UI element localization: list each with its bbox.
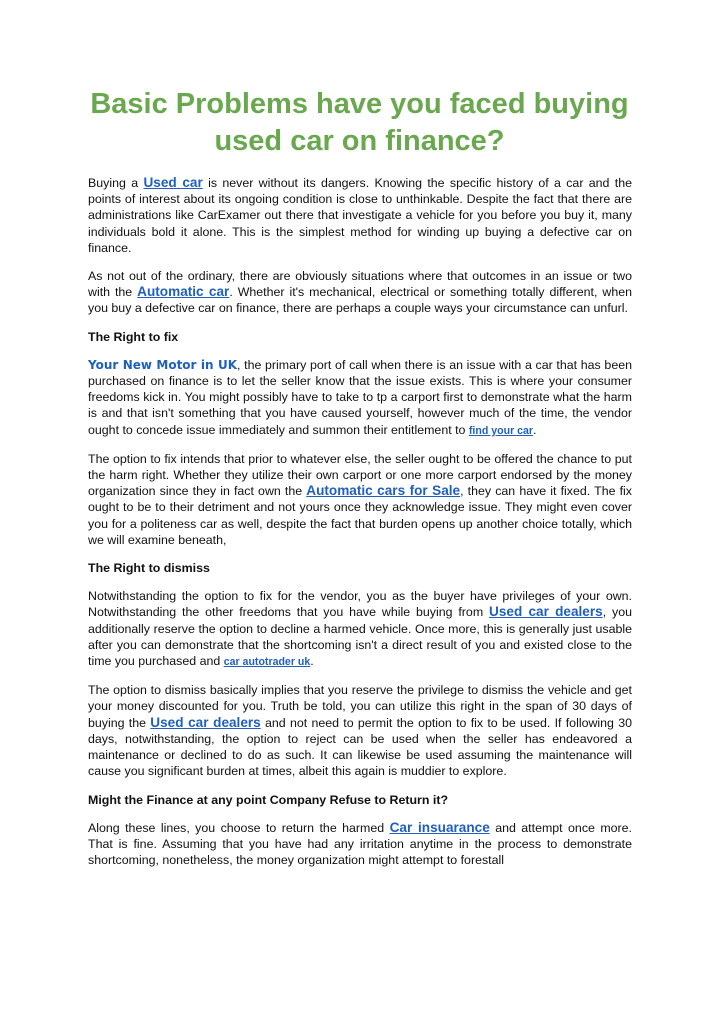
automatic-cars-for-sale-link[interactable]: Automatic cars for Sale <box>306 483 461 499</box>
paragraph-2 <box>88 268 632 317</box>
car-autotrader-uk-link[interactable]: car autotrader uk <box>223 656 311 669</box>
text-run: Buying a <box>88 176 144 190</box>
text-run: , you additionally reserve the option to decline a harmed vehicle. Once more, this is generally just usable after you can demonstrate that the shortcoming isn't a direct result of you and existed close to the time you purchased and <box>88 605 632 669</box>
text-run: . <box>310 654 314 669</box>
heading-right-to-fix: The Right to fix <box>88 329 179 344</box>
text-run: is never without its dangers. Knowing the specific history of a car and the points of interest about its ongoing condition is close to unthinkable. Despite the fact that there are administrations like CarExamer out there that investigate a vehicle for you before you buy it, many individuals bold it alone. This is the simplest method for winding up buying a defective car on finance. <box>88 176 632 255</box>
text-run: Along these lines, you choose to return the harmed <box>88 820 390 835</box>
paragraph-3 <box>88 357 632 439</box>
text-run: Notwithstanding the option to fix for the vendor, you as the buyer have privileges of your own. Notwithstanding the other freedoms that you have while buying from <box>88 589 632 620</box>
text-run: . <box>533 422 537 437</box>
used-car-dealers-link[interactable]: Used car dealers <box>489 604 603 620</box>
text-run: , the primary port of call when there is an issue with a car that has been purchased on finance is to let the seller know that the issue exists. This is where your consumer freedoms kick in. You might possibly have to take to tp a carport first to demonstrate what the harm is and that isn't something that you have caused yourself, however much of the time, the vendor ought to concede issue immediately and summon their entitlement to <box>88 357 632 437</box>
paragraph-5 <box>88 588 632 670</box>
text-run: The option to fix intends that prior to whatever else, the seller ought to be offered the chance to put the harm right. Whether they utilize their own carport or one more carport endorsed by the money organization since they in fact own the <box>88 451 632 499</box>
car-insuarance-link[interactable]: Car insuarance <box>389 819 490 835</box>
text-run: . Whether it's mechanical, electrical or something totally different, when you buy a defective car on finance, there are perhaps a couple ways your circumstance can unfurl. <box>88 285 632 316</box>
paragraph-7 <box>88 820 632 869</box>
paragraph-6 <box>88 682 632 779</box>
automatic-car-link[interactable]: Automatic car <box>137 284 230 300</box>
paragraph-4 <box>88 451 632 548</box>
page-title: Basic Problems have you faced buying used car on finance? <box>90 88 629 157</box>
your-new-motor-link[interactable]: Your New Motor in UK <box>88 357 238 372</box>
text-run: , they can have it fixed. The fix ought to be to their detriment and not yours once they acknowledge issue. They might even cover you for a politeness car as well, despite the fact that burden opens up another choice totally, which we will examine beneath, <box>88 484 632 547</box>
text-run: and not need to permit the option to fix to be used. If following 30 days, notwithstanding, the option to reject can be used when the seller has endeavored a maintenance or declined to do as such. It can likewise be used assuming the maintenance will cause you significant burden at times, albeit this again is muddier to explore. <box>88 715 632 779</box>
used-car-link[interactable]: Used car <box>143 175 203 190</box>
heading-right-to-dismiss: The Right to dismiss <box>88 561 210 576</box>
text-run: As not out of the ordinary, there are obviously situations where that outcomes in an issue or two with the <box>88 269 632 300</box>
find-your-car-link[interactable]: find your car <box>468 424 534 437</box>
document-body <box>88 175 632 880</box>
paragraph-1 <box>88 175 632 256</box>
text-run: The option to dismiss basically implies that you reserve the privilege to dismiss the vehicle and get your money discounted for you. Truth be told, you can utilize this right in the span of 30 days of buying the <box>88 683 632 730</box>
heading-finance-company-refuse: Might the Finance at any point Company Refuse to Return it? <box>88 792 449 807</box>
used-car-dealers-link-2[interactable]: Used car dealers <box>150 714 261 730</box>
text-run: and attempt once more. That is fine. Assuming that you have had any irritation anytime in the process to demonstrate shortcoming, nonetheless, the money organization might attempt to forestall <box>88 820 632 868</box>
